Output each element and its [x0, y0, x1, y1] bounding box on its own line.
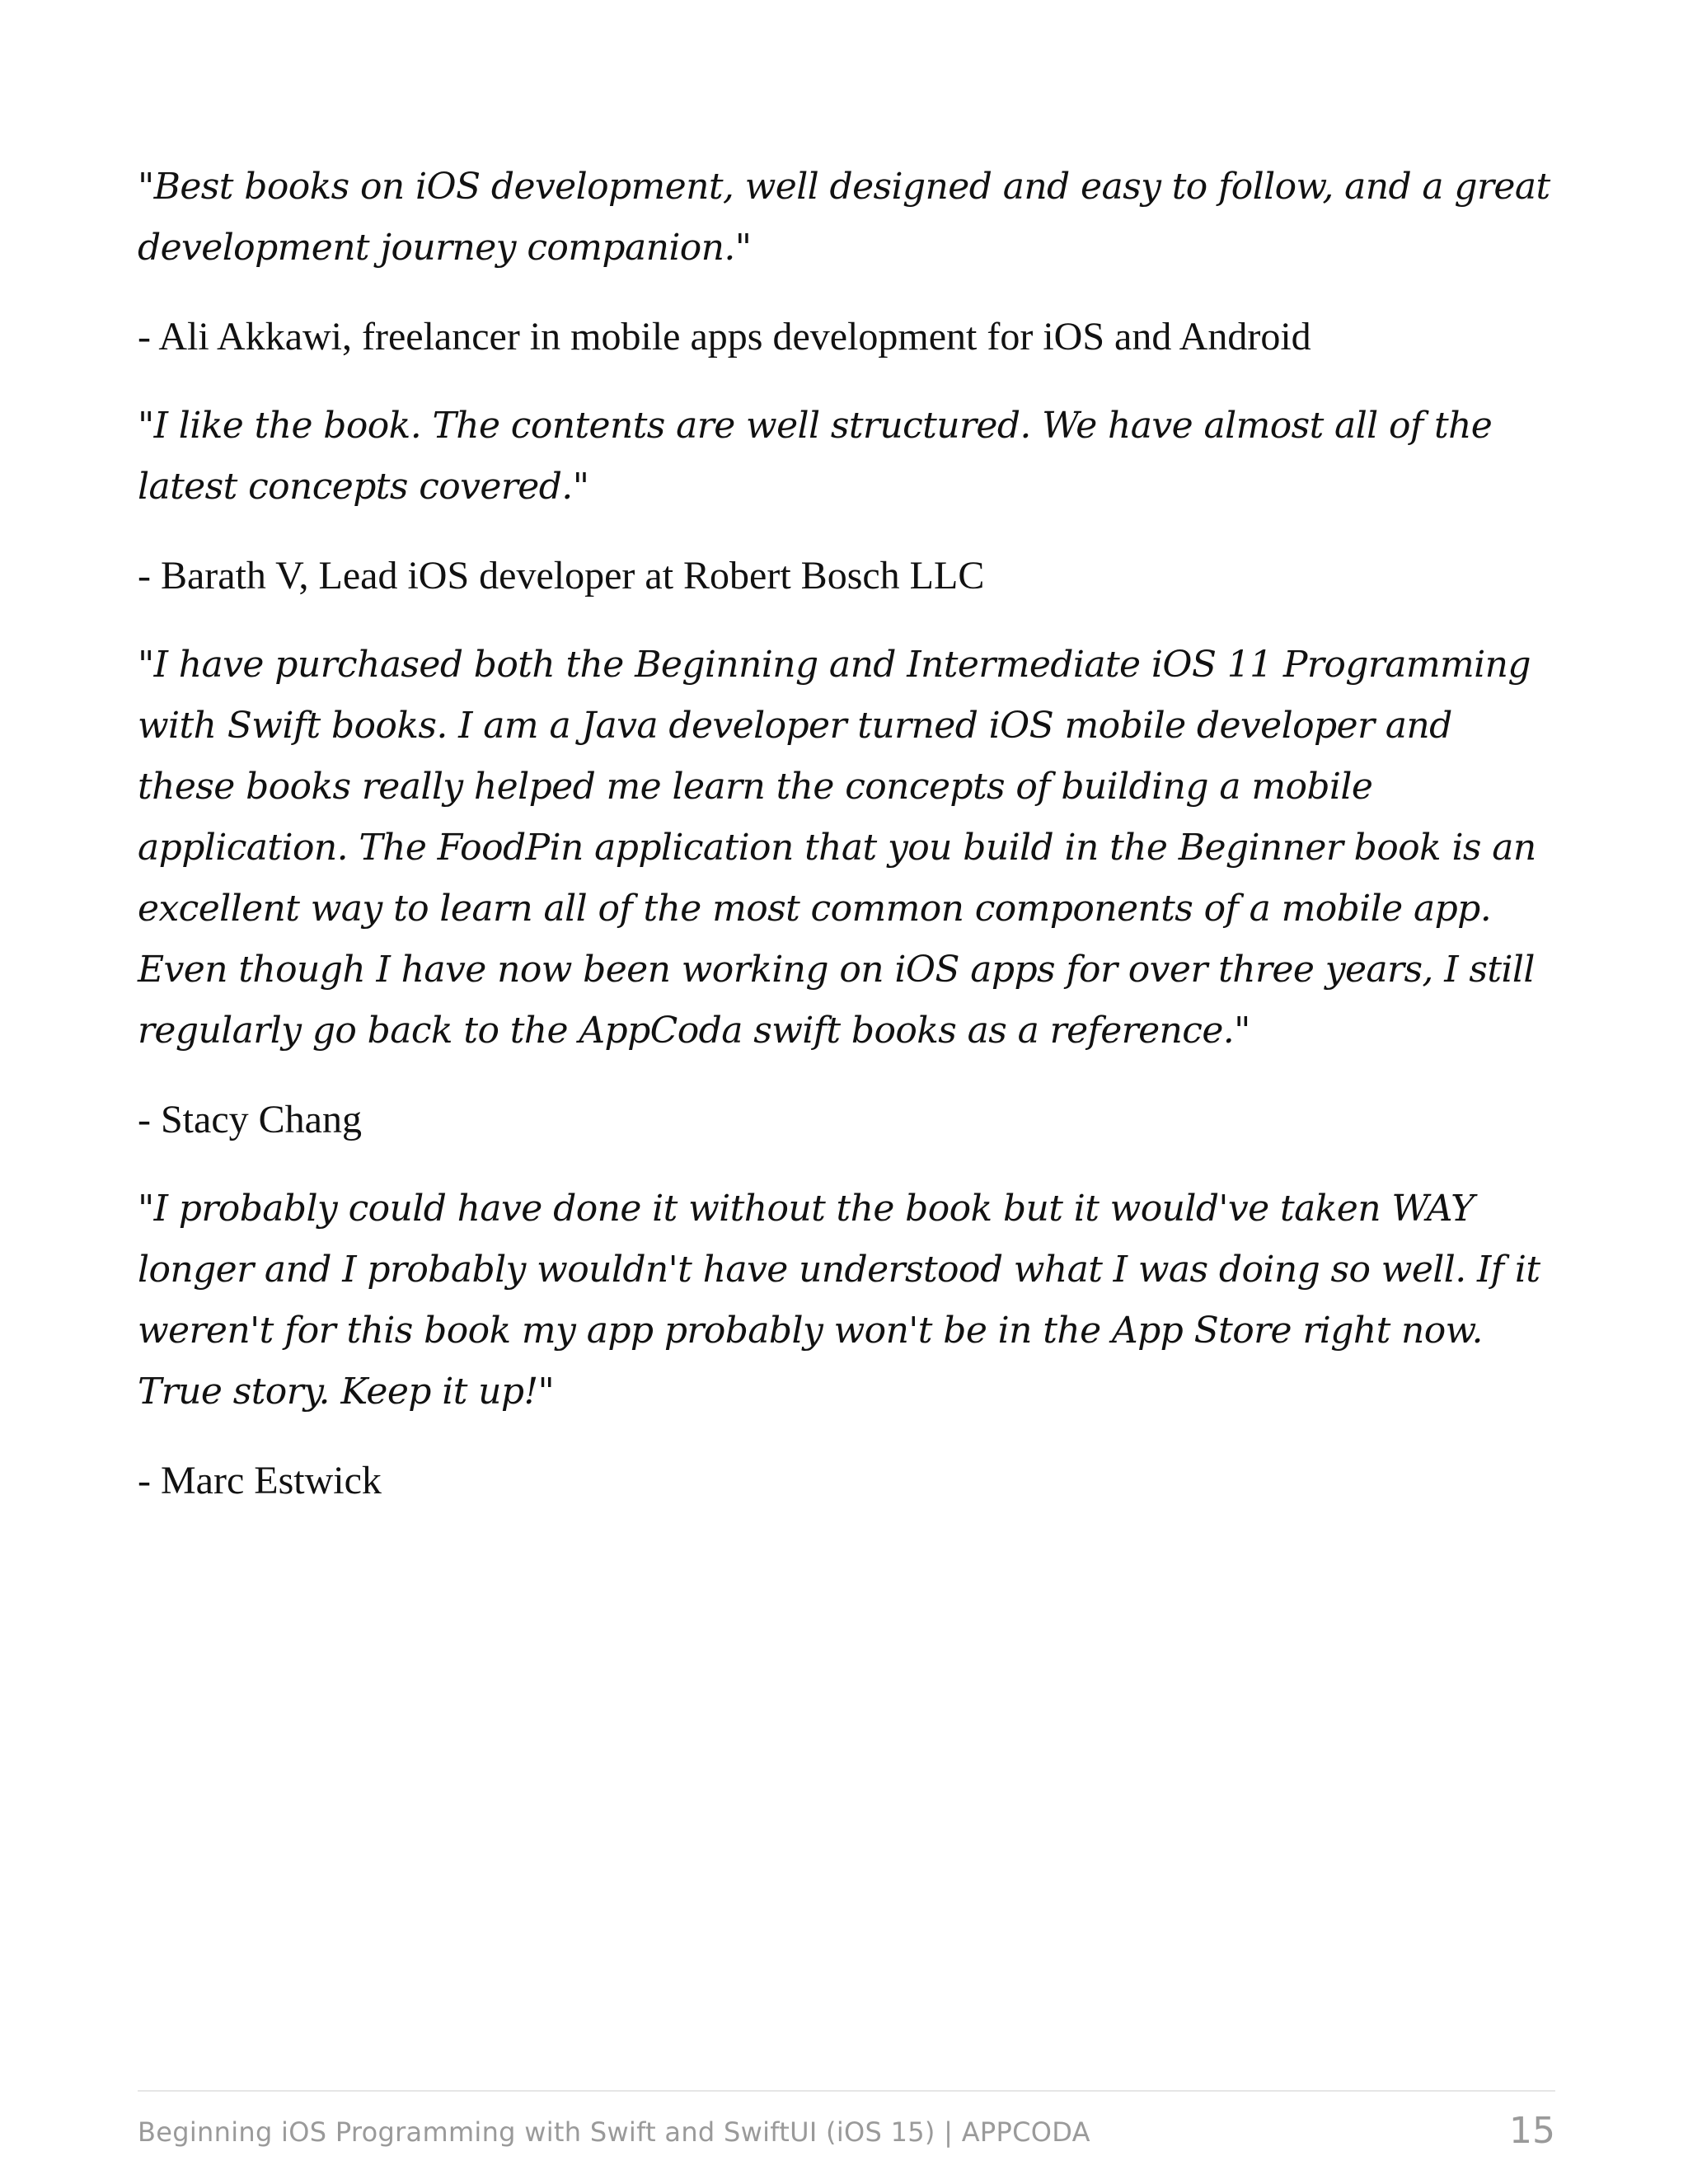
page-number: 15 — [1509, 2110, 1555, 2152]
testimonial-quote-1: "Best books on iOS development, well designed and easy to follow, and a great development journey companion." — [138, 166, 1550, 269]
footer-title: Beginning iOS Programming with Swift and SwiftUI (iOS 15) | APPCODA — [138, 2116, 1090, 2148]
testimonial-quote-4: "I probably could have done it without the book but it would've taken WAY longer and I probably wouldn't have understood what I was doing so well. If it weren't for this book my app probably won't be in the App Store right now. True story. Keep it up!" — [138, 1188, 1540, 1413]
testimonial-author-1: - Ali Akkawi, freelancer in mobile apps development for iOS and Android — [138, 315, 1311, 359]
testimonial-author-3: - Stacy Chang — [138, 1098, 362, 1141]
testimonial-author-2: - Barath V, Lead iOS developer at Robert Bosch LLC — [138, 554, 985, 598]
footer-divider — [138, 2090, 1555, 2092]
testimonial-quote-2: "I like the book. The contents are well structured. We have almost all of the latest concepts covered." — [138, 405, 1493, 508]
testimonial-author-4: - Marc Estwick — [138, 1459, 382, 1502]
page-body — [138, 157, 1555, 1540]
testimonial-quote-3: "I have purchased both the Beginning and Intermediate iOS 11 Programming with Swift books. I am a Java developer turned iOS mobile developer and these books really helped me learn the concepts of building a mobile application. The FoodPin application that you build in the Beginner book is an excellent way to learn all of the most common components of a mobile app. Even though I have now been working on iOS apps for over three years, I still regularly go back to the AppCoda swift books as a reference." — [138, 644, 1536, 1052]
